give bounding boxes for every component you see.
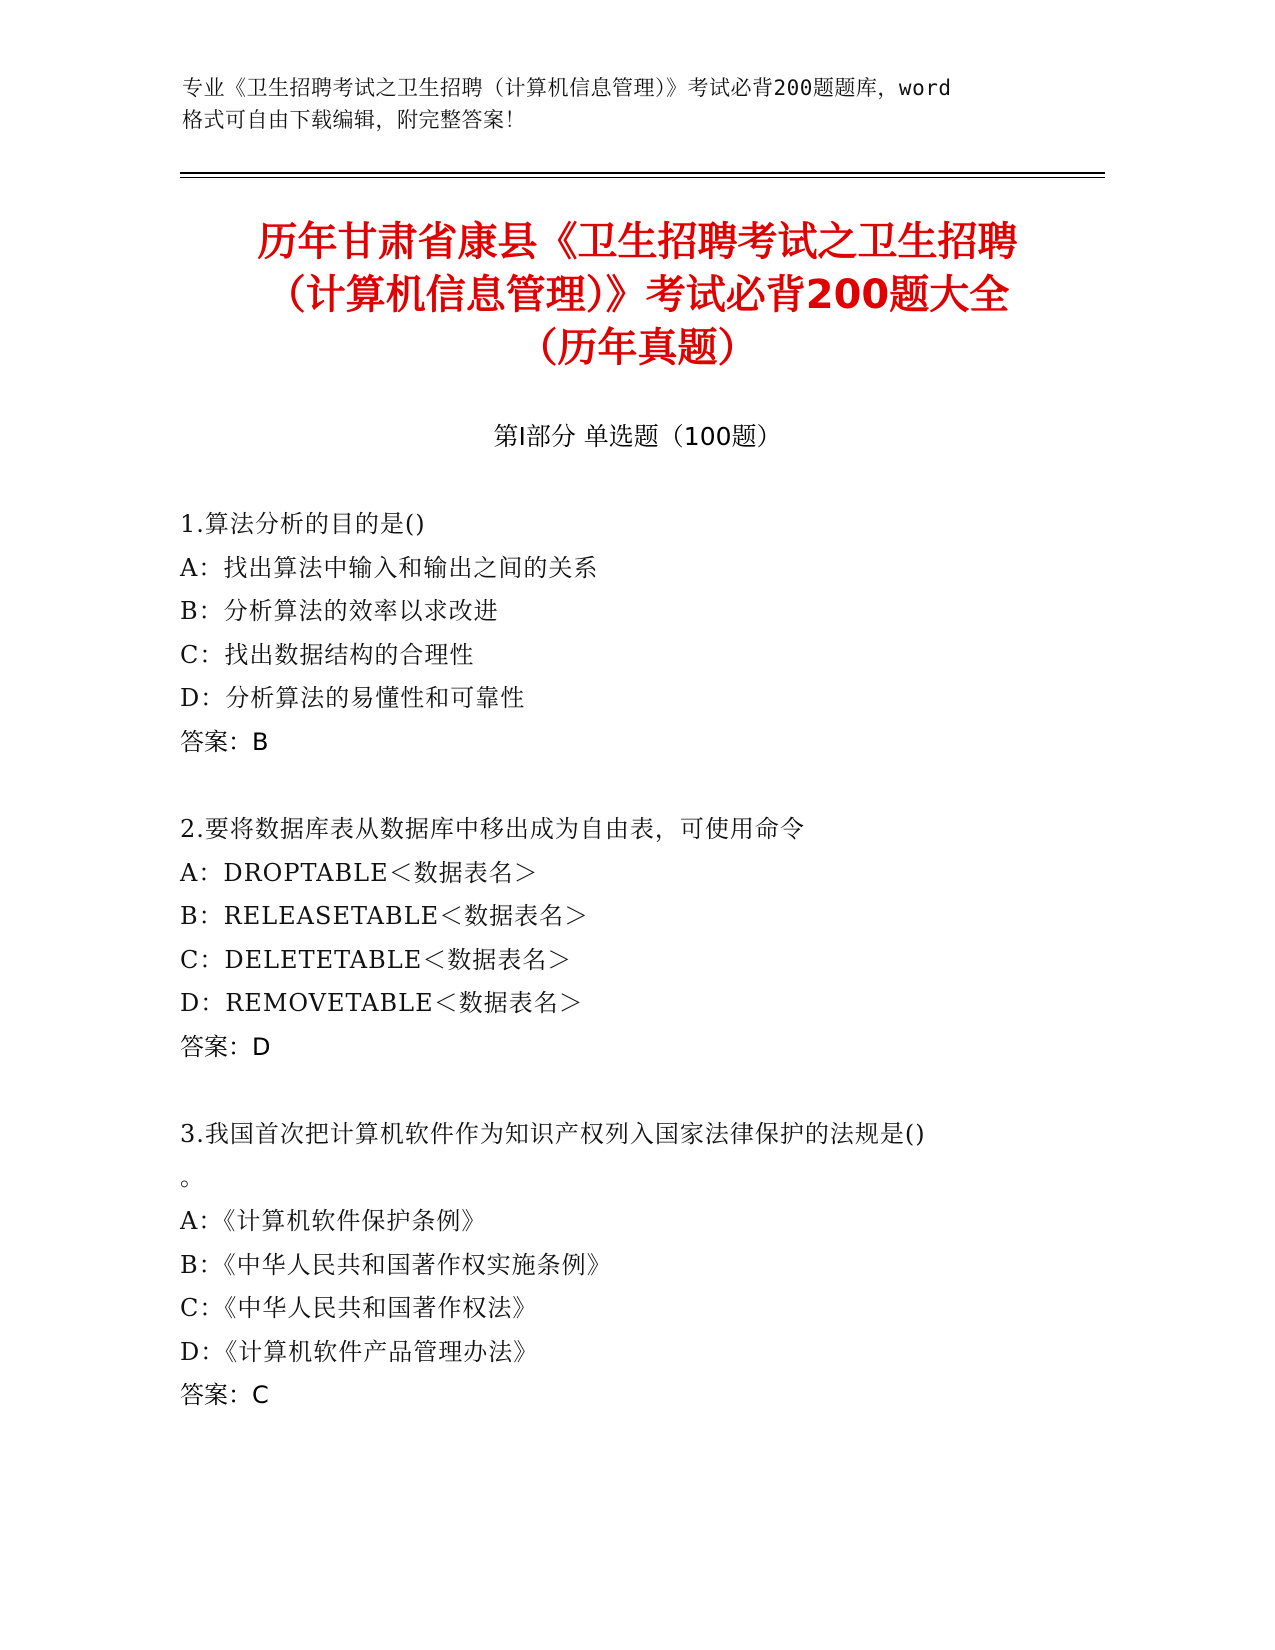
question-2-option-b: B：RELEASETABLE＜数据表名＞ [180, 902, 590, 930]
question-2-option-a: A：DROPTABLE＜数据表名＞ [180, 859, 539, 887]
question-3-option-b: B：《中华人民共和国著作权实施条例》 [180, 1251, 612, 1279]
header-note-line-2: 格式可自由下载编辑，附完整答案！ [182, 108, 526, 132]
question-3-option-c: C：《中华人民共和国著作权法》 [180, 1294, 538, 1322]
document-title-line-1: 历年甘肃省康县《卫生招聘考试之卫生招聘 [257, 219, 1018, 265]
document-title [150, 216, 1125, 375]
question-1-stem: 1.算法分析的目的是() [180, 510, 426, 538]
question-2-answer: 答案：D [180, 1033, 271, 1061]
question-3-option-d: D：《计算机软件产品管理办法》 [180, 1338, 539, 1366]
question-2-option-c: C：DELETETABLE＜数据表名＞ [180, 946, 573, 974]
question-3-option-a: A：《计算机软件保护条例》 [180, 1207, 487, 1235]
question-1-answer: 答案：B [180, 728, 269, 756]
question-2-stem: 2.要将数据库表从数据库中移出成为自由表，可使用命令 [180, 815, 805, 843]
question-1-option-c: C：找出数据结构的合理性 [180, 641, 475, 669]
question-3-stem: 3.我国首次把计算机软件作为知识产权列入国家法律保护的法规是() [180, 1120, 926, 1148]
header-divider-thin [180, 177, 1105, 178]
question-1-option-d: D：分析算法的易懂性和可靠性 [180, 684, 526, 712]
header-note-line-1: 专业《卫生招聘考试之卫生招聘（计算机信息管理）》考试必背200题题库，word [182, 76, 952, 100]
header-note [182, 72, 1082, 136]
question-3-answer: 答案：C [180, 1381, 269, 1409]
section-heading: 第Ⅰ部分 单选题（100题） [493, 422, 782, 451]
question-1-option-a: A：找出算法中输入和输出之间的关系 [180, 554, 599, 582]
question-3-stem-continued: 。 [180, 1163, 205, 1191]
document-title-line-3: （历年真题） [517, 325, 758, 371]
question-2-option-d: D：REMOVETABLE＜数据表名＞ [180, 989, 584, 1017]
document-title-line-2: （计算机信息管理）》考试必背200题大全 [265, 272, 1010, 318]
header-divider-thick [180, 172, 1105, 174]
question-1-option-b: B：分析算法的效率以求改进 [180, 597, 499, 625]
